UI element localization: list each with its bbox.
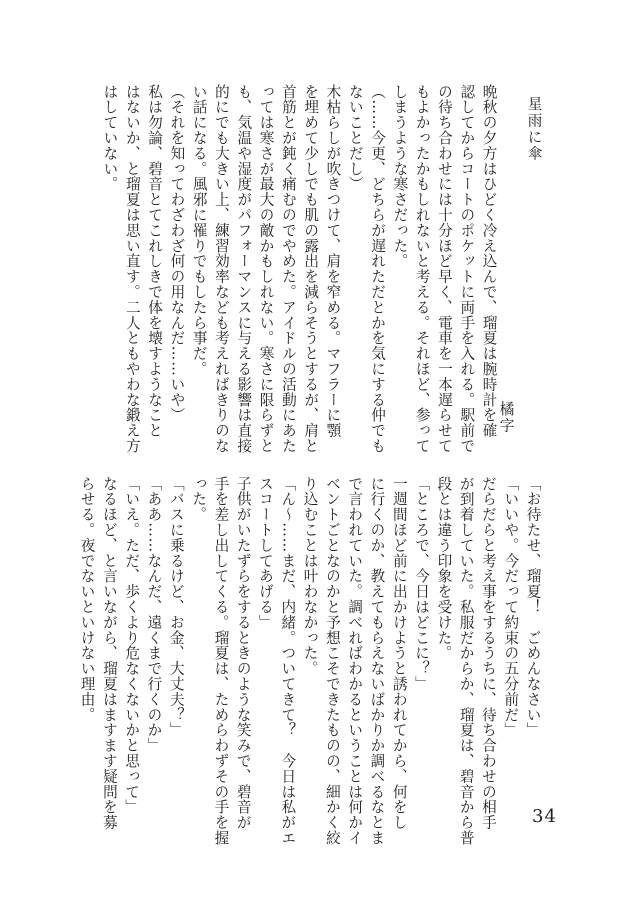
text-line: （……今更、どちらが遅れただとかを気にする仲でも bbox=[369, 84, 387, 454]
text-line: 子供がいたずらをするときのような笑みで、碧音が bbox=[234, 476, 252, 831]
text-line: 「バスに乗るけど、お金、大丈夫？」 bbox=[167, 476, 185, 738]
text-line: はないか、と瑠夏は思い直す。二人ともやわな鍛え方 bbox=[123, 84, 141, 454]
text-line: り込むことは叶わなかった。 bbox=[301, 476, 319, 677]
text-line: （それを知ってわざわざ何の用なんだ……いや） bbox=[168, 84, 186, 423]
text-line: ベントごとなのかと予想こそできたものの、細かく絞 bbox=[323, 476, 341, 846]
text-line: だらだらと考え事をするうちに、待ち合わせの相手 bbox=[479, 476, 497, 831]
text-line: 首筋とが鈍く痛むのでやめた。アイドルの活動にあた bbox=[279, 84, 297, 454]
text-line: 「ああ……なんだ、遠くまで行くのか」 bbox=[145, 476, 163, 754]
text-line: 一週間ほど前に出かけようと誘われてから、何をし bbox=[390, 476, 408, 831]
text-line: 木枯らしが吹きつけて、肩を窄める。マフラーに顎 bbox=[324, 84, 342, 439]
text-line: 手を差し出してくる。瑠夏は、ためらわずその手を握 bbox=[212, 476, 230, 846]
text-line: の待ち合わせには十分ほど早く、電車を一本遅らせて bbox=[435, 84, 453, 454]
text-line: 認してからコートのポケットに両手を入れる。駅前で bbox=[458, 84, 476, 454]
text-line: 晩秋の夕方はひどく冷え込んで、瑠夏は腕時計を確 bbox=[480, 84, 498, 439]
text-line: 「いいや。今だって約束の五分前だ」 bbox=[502, 476, 520, 738]
story-title: 星雨に傘 bbox=[525, 96, 543, 163]
text-line: らせる。夜でないといけない理由。 bbox=[78, 476, 96, 723]
text-line: ないことだし） bbox=[346, 84, 364, 192]
text-line: を埋めて少しでも肌の露出を減らそうとするが、肩と bbox=[302, 84, 320, 454]
text-line: が到着していた。私服だからか、瑠夏は、碧音から普 bbox=[457, 476, 475, 846]
text-line: 「ん～……まだ、内緒。ついてきて？ 今日は私がエ bbox=[279, 476, 297, 846]
text-line: った。 bbox=[190, 476, 208, 523]
text-line: 私は勿論、碧音とてこれしきで体を壊すようなこと bbox=[146, 84, 164, 439]
text-line: なるほど、と言いながら、瑠夏はますます疑問を募 bbox=[100, 476, 118, 831]
text-line: っては寒さが最大の敵かもしれない。寒さに限らずと bbox=[257, 84, 275, 454]
text-line: はしていない。 bbox=[101, 84, 119, 192]
text-line: も、気温や湿度がパフォーマンスに与える影響は直接 bbox=[235, 84, 253, 454]
text-line: もよかったかもしれないと考える。それほど、参って bbox=[413, 84, 431, 454]
text-line: 「お待たせ、瑠夏！ ごめんなさい」 bbox=[524, 476, 542, 738]
text-line: しまうような寒さだった。 bbox=[391, 84, 409, 269]
author-name: 橘字 bbox=[497, 401, 515, 435]
text-line: スコートしてあげる」 bbox=[256, 476, 274, 630]
text-line: 「いえ。ただ、歩くより危なくないかと思って」 bbox=[123, 476, 141, 815]
page-number: 34 bbox=[532, 806, 557, 827]
text-line: 的にでも大きい上、練習効率なども考えればきりのな bbox=[212, 84, 230, 454]
text-line: 「ところで、今日はどこに？」 bbox=[413, 476, 431, 692]
text-line: 段とは違う印象を受けた。 bbox=[435, 476, 453, 661]
text-line: に行くのか、教えてもらえないばかりか調べるなとま bbox=[368, 476, 386, 846]
text-line: い話になる。風邪に罹りでもしたら事だ。 bbox=[190, 84, 208, 377]
text-line: で言われていた。調べればわかるということは何かイ bbox=[346, 476, 364, 846]
